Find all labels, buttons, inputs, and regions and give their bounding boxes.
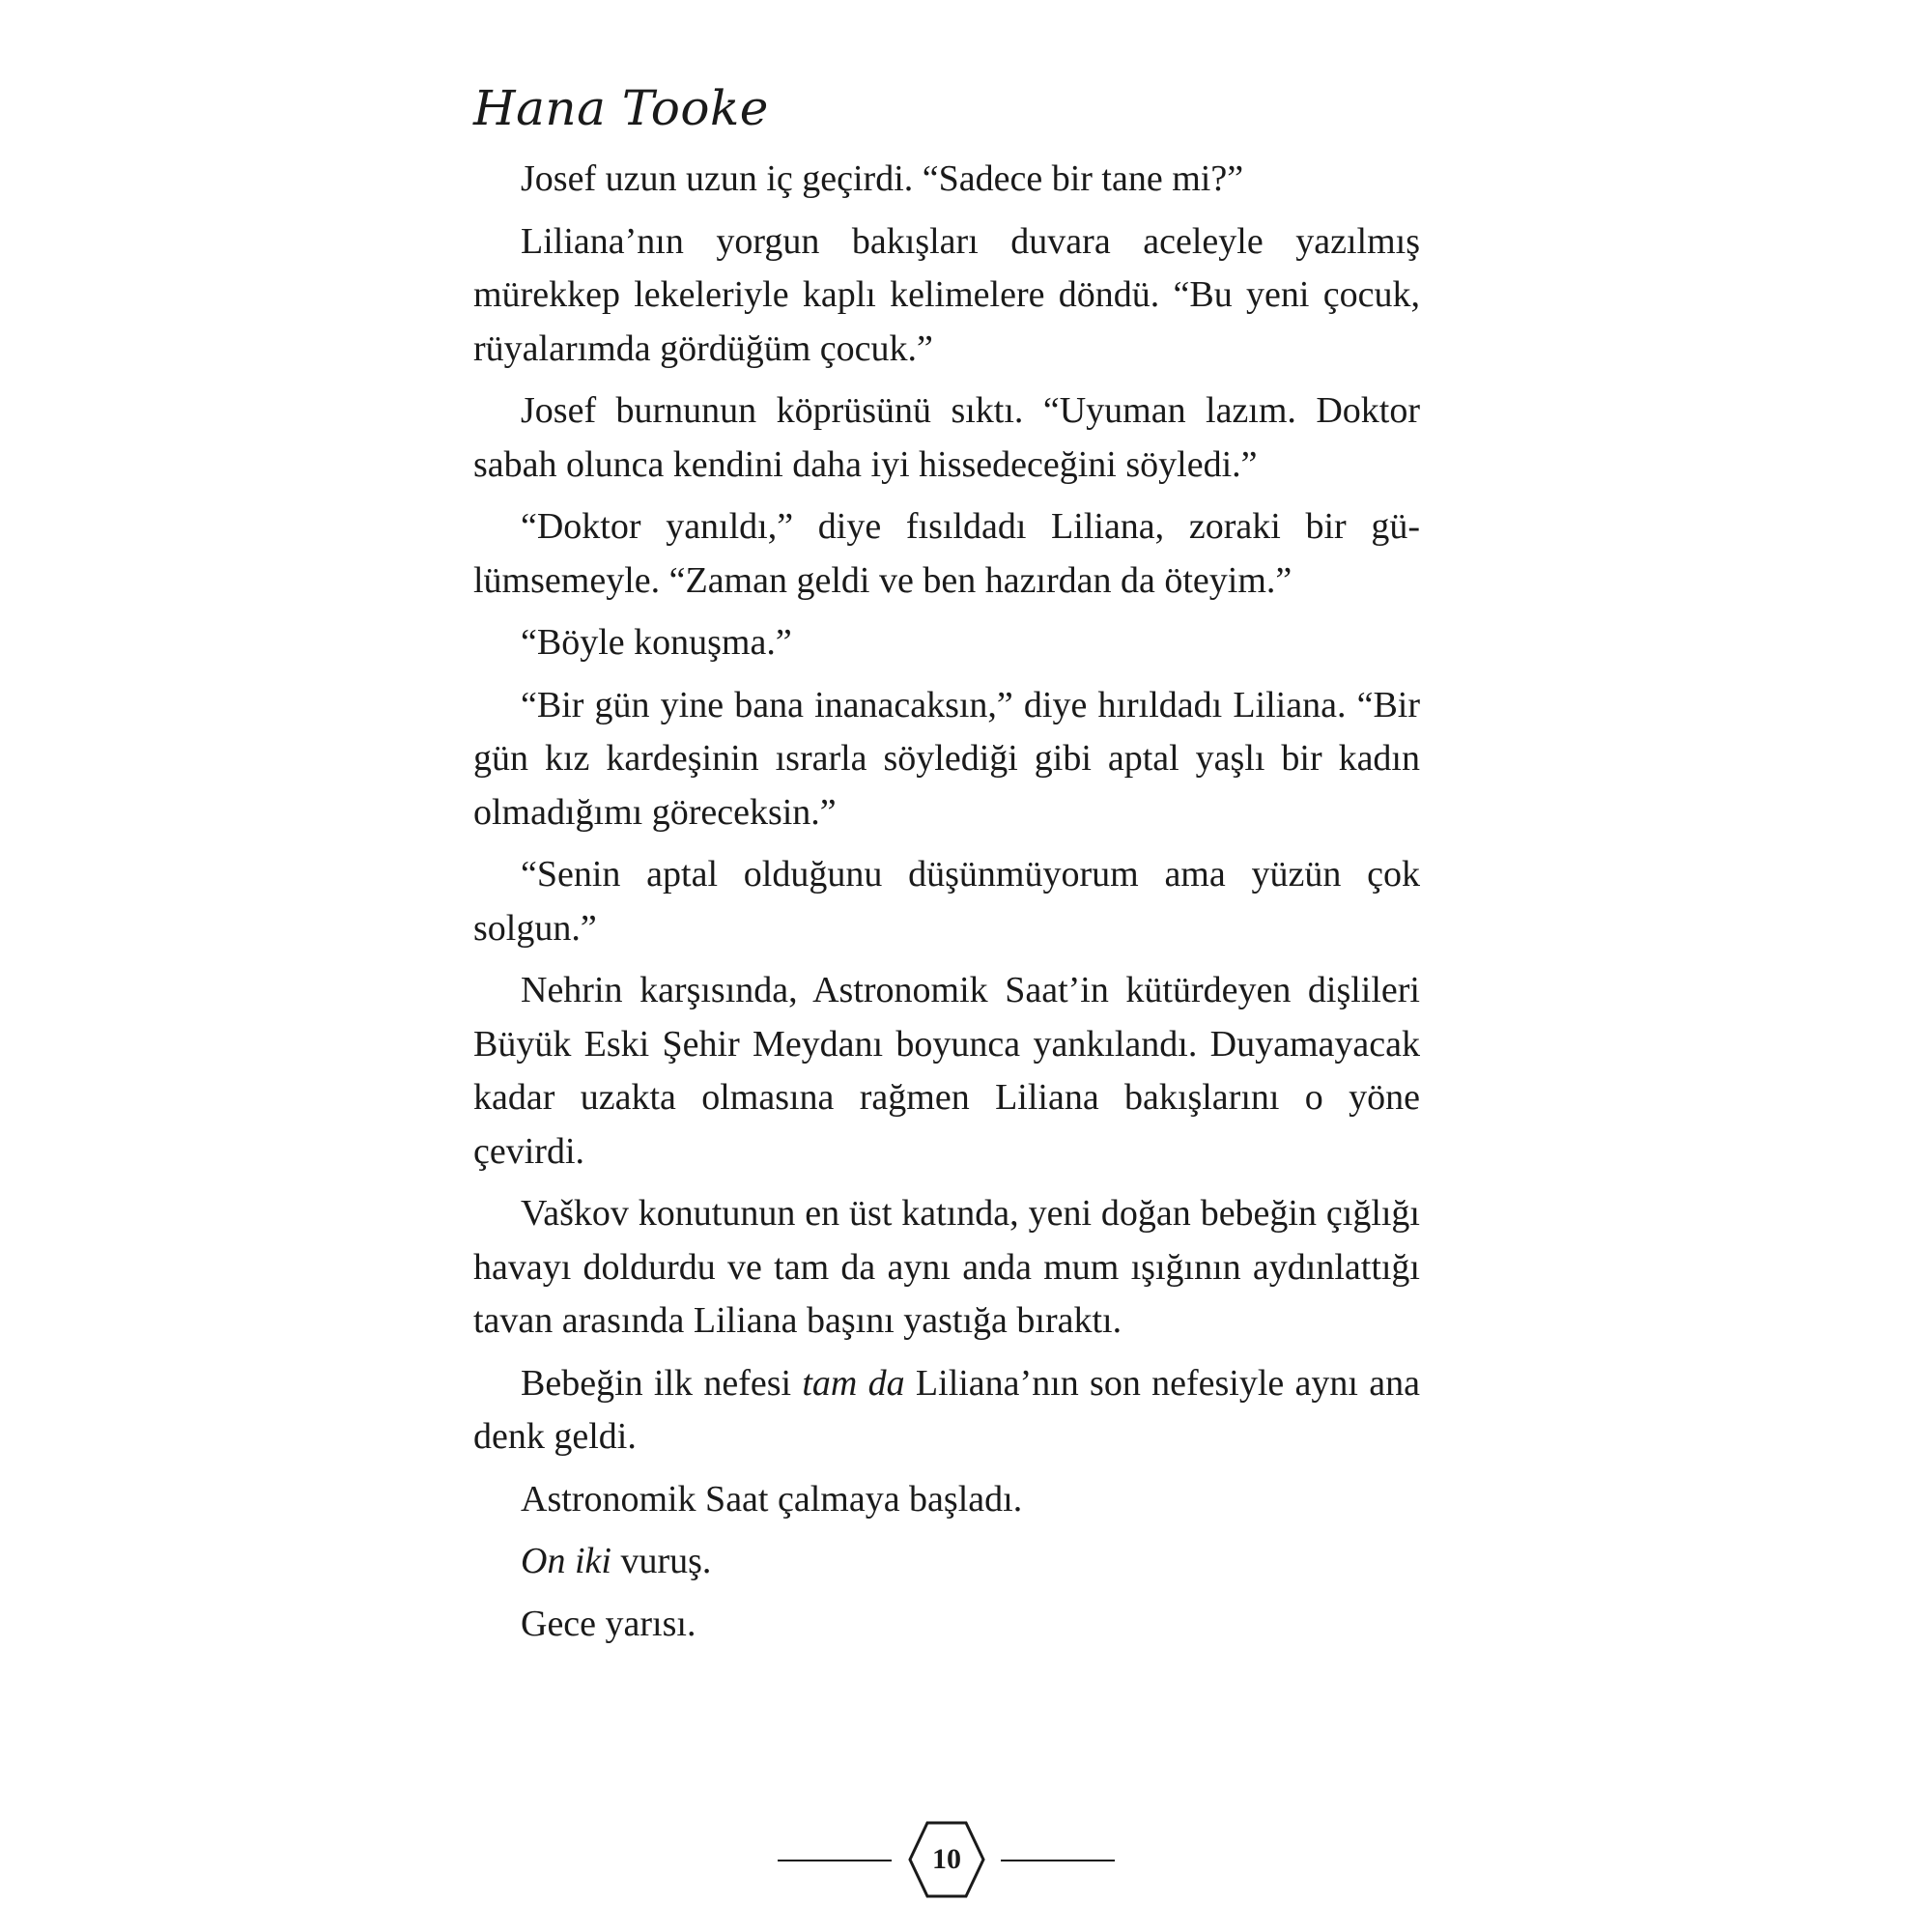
paragraph-10-start: Bebeğin ilk nefesi (521, 1362, 803, 1404)
paragraph-10-italic: tam da (802, 1362, 905, 1404)
footer-rule-left (778, 1860, 892, 1861)
page-number: 10 (932, 1843, 961, 1875)
page-footer (0, 1821, 1932, 1898)
paragraph-11: Astronomik Saat çalmaya başladı. (521, 1478, 1023, 1520)
paragraph-3: Josef burnunun köprüsünü sıktı. “Uyuman lazım. Doktor sabah olunca kendini daha iyi hissedeceğini söyledi.” (473, 390, 1420, 485)
paragraph-10-end: Liliana’nın son nefesiyle aynı ana denk geldi. (473, 1362, 1421, 1457)
book-page (473, 77, 1420, 1660)
paragraph-12-end: vuruş. (611, 1541, 712, 1581)
paragraph-4: “Doktor yanıldı,” diye fısıldadı Liliana, zoraki bir gülümsemeyle. “Zaman geldi ve ben hazırdan da öteyim.” (473, 506, 1420, 601)
footer-rule-right (1001, 1860, 1115, 1861)
running-header-author: Hana Tooke (473, 80, 769, 136)
paragraph-8: Nehrin karşısında, Astronomik Saat’in kütürdeyen dişlileri Büyük Eski Şehir Meydanı boyunca yankılandı. Duyamayacak kadar uzakta olmasına rağmen Liliana bakışlarını o yöne çevirdi. (473, 970, 1420, 1172)
paragraph-5: “Böyle konuşma.” (521, 622, 792, 663)
paragraph-13: Gece yarısı. (521, 1603, 696, 1644)
paragraph-7: “Senin aptal olduğunu düşünmüyorum ama yüzün çok solgun.” (473, 854, 1420, 949)
paragraph-12-italic: On iki (521, 1541, 611, 1581)
paragraph-10 (473, 1357, 1420, 1464)
paragraph-1: Josef uzun uzun iç geçirdi. “Sadece bir tane mi?” (521, 158, 1244, 199)
paragraph-2: Liliana’nın yorgun bakışları duvara aceleyle yazılmış mürekkep lekeleriyle kaplı kelimelere döndü. “Bu yeni çocuk, rüyalarımda gördüğüm çocuk.” (473, 220, 1420, 369)
body-text (473, 153, 1420, 1651)
paragraph-9: Vaškov konutunun en üst katında, yeni doğan bebeğin çığlığı havayı doldurdu ve tam da aynı anda mum ışığının aydınlattığı tavan arasında Liliana başını yastığa bıraktı. (473, 1193, 1420, 1341)
paragraph-6: “Bir gün yine bana inanacaksın,” diye hırıldadı Liliana. “Bir gün kız kardeşinin ısrarla söylediği gibi aptal yaşlı bir kadın olmadığımı göreceksin.” (473, 684, 1420, 833)
paragraph-12 (473, 1535, 1420, 1589)
